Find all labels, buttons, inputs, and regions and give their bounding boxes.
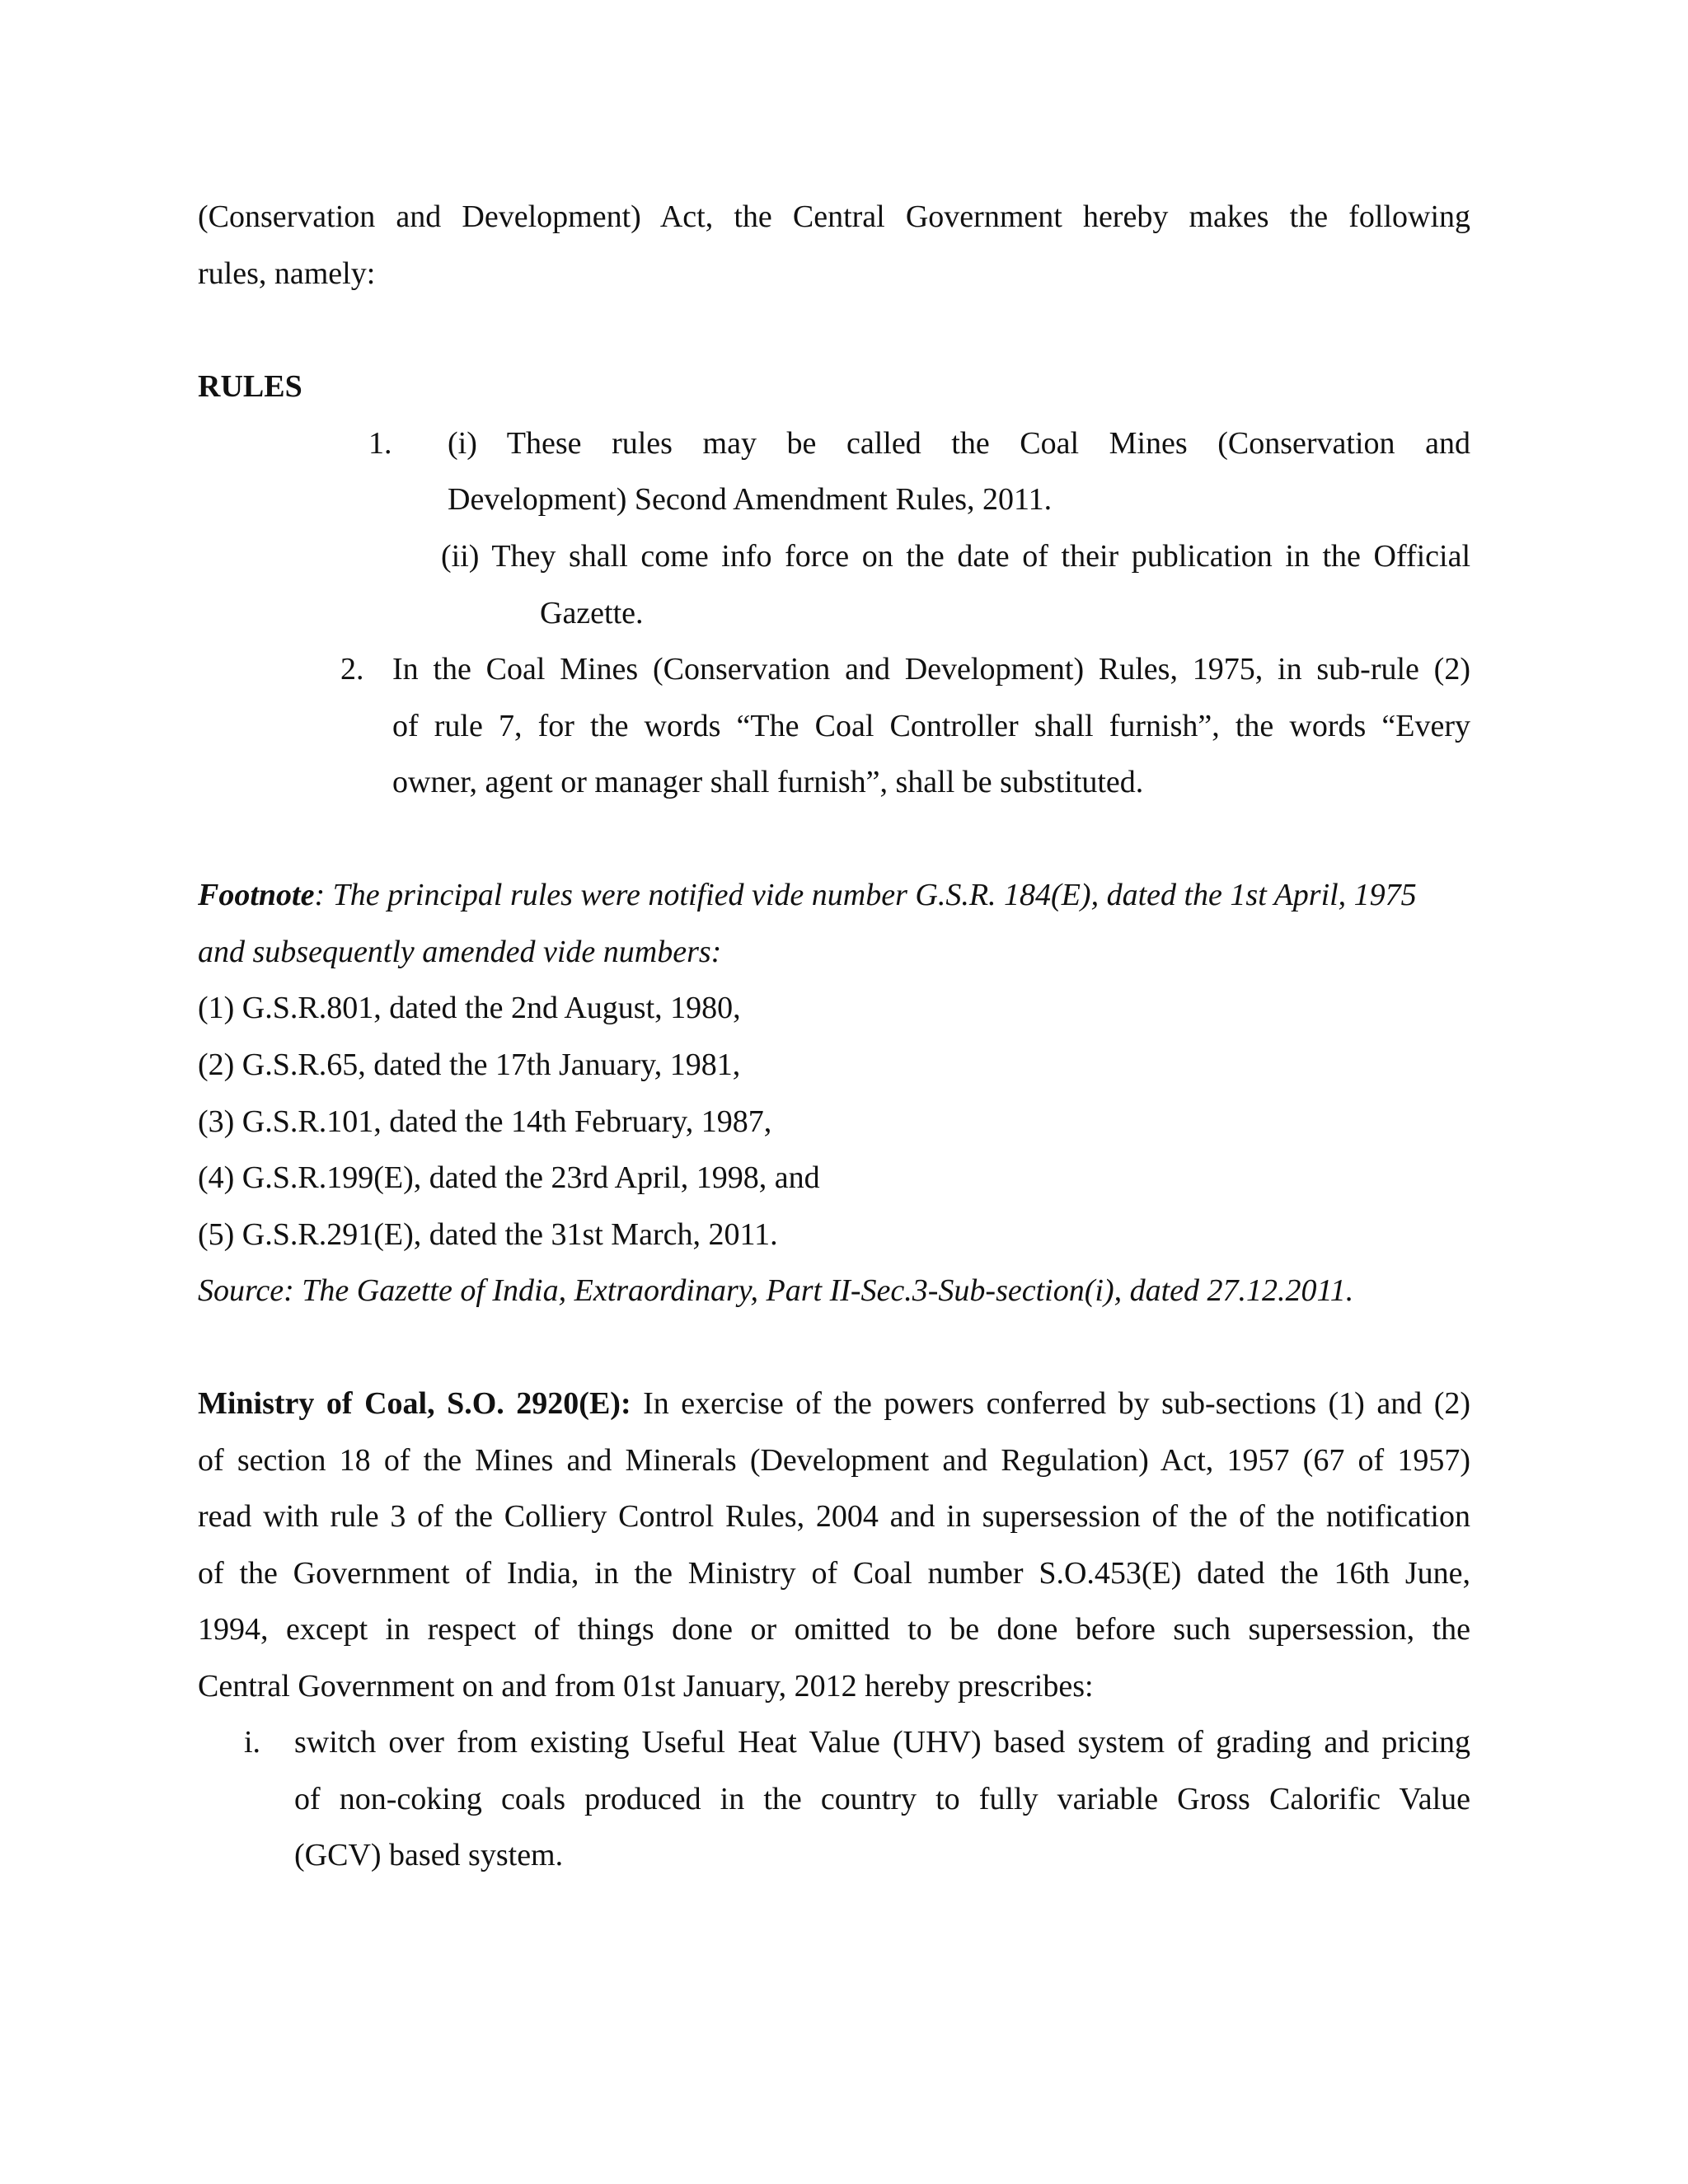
ministry-line-1	[198, 1384, 1470, 1423]
rule-1-number: 1.	[368, 426, 392, 461]
footnote-item-5: (5) G.S.R.291(E), dated the 31st March, 2011.	[198, 1217, 778, 1252]
intro-line-2: rules, namely:	[198, 256, 376, 291]
rule-2-line-2: of rule 7, for the words “The Coal Controller shall furnish”, the words “Every	[392, 709, 1470, 743]
ministry-line-6: Central Government on and from 01st January, 2012 hereby prescribes:	[198, 1669, 1094, 1704]
footnote-source: Source: The Gazette of India, Extraordinary, Part II-Sec.3-Sub-section(i), dated 27.12.2011.	[198, 1273, 1354, 1308]
ministry-label: Ministry of Coal, S.O. 2920(E):	[198, 1386, 631, 1421]
ministry-line-5: 1994, except in respect of things done or omitted to be done before such supersession, the	[198, 1612, 1470, 1647]
footnote-label: Footnote	[198, 878, 315, 912]
footnote-item-2: (2) G.S.R.65, dated the 17th January, 1981,	[198, 1047, 741, 1082]
prescription-1-line-3: (GCV) based system.	[294, 1838, 564, 1872]
footnote-line-1	[198, 875, 1417, 915]
rule-1-i-line-2: Development) Second Amendment Rules, 2011.	[448, 482, 1053, 517]
rule-2-number: 2.	[340, 652, 364, 687]
ministry-line-4: of the Government of India, in the Ministry of Coal number S.O.453(E) dated the 16th June,	[198, 1556, 1470, 1591]
footnote-item-4: (4) G.S.R.199(E), dated the 23rd April, 1998, and	[198, 1160, 820, 1195]
footnote-item-1: (1) G.S.R.801, dated the 2nd August, 1980,	[198, 991, 741, 1025]
ministry-line-3: read with rule 3 of the Colliery Control Rules, 2004 and in supersession of the of the notification	[198, 1499, 1470, 1534]
rule-1-i-line-1: (i) These rules may be called the Coal Mines (Conservation and	[448, 426, 1470, 461]
prescription-1-numeral: i.	[244, 1725, 261, 1760]
rule-1-ii-line-1: (ii) They shall come info force on the date of their publication in the Official	[441, 539, 1470, 574]
rule-1-ii-line-2: Gazette.	[540, 596, 644, 630]
intro-line-1: (Conservation and Development) Act, the Central Government hereby makes the following	[198, 199, 1470, 234]
ministry-line-1-text: In exercise of the powers conferred by sub-sections (1) and (2)	[631, 1386, 1471, 1421]
rule-2-line-1: In the Coal Mines (Conservation and Development) Rules, 1975, in sub-rule (2)	[392, 652, 1470, 687]
prescription-1-line-1: switch over from existing Useful Heat Value (UHV) based system of grading and pricing	[294, 1725, 1470, 1760]
footnote-line-2: and subsequently amended vide numbers:	[198, 935, 722, 969]
prescription-1-line-2: of non-coking coals produced in the country to fully variable Gross Calorific Value	[294, 1782, 1470, 1816]
rules-heading: RULES	[198, 369, 302, 404]
footnote-item-3: (3) G.S.R.101, dated the 14th February, 1987,	[198, 1104, 772, 1139]
footnote-line-1-text: : The principal rules were notified vide number G.S.R. 184(E), dated the 1st April, 1975	[314, 878, 1417, 912]
ministry-line-2: of section 18 of the Mines and Minerals (Development and Regulation) Act, 1957 (67 of 1957)	[198, 1443, 1470, 1478]
rule-2-line-3: owner, agent or manager shall furnish”, shall be substituted.	[392, 765, 1144, 799]
